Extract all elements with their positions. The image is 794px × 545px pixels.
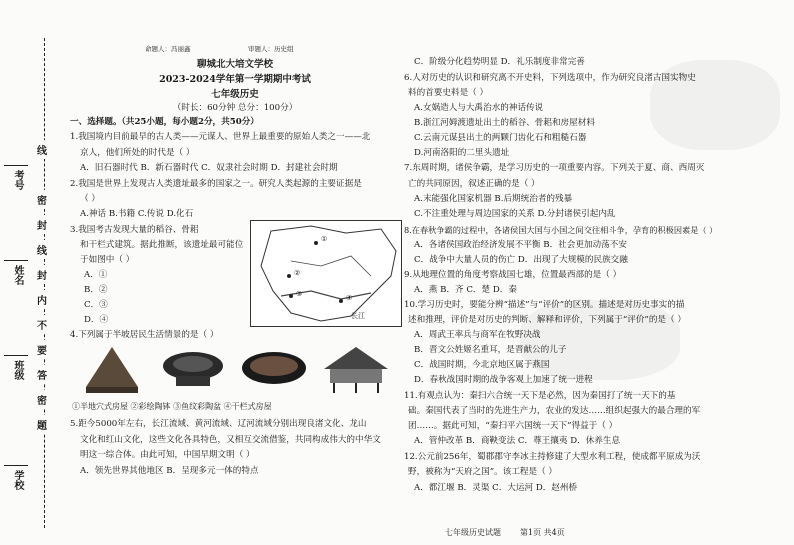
question-line: 6.人对历史的认识和研究离不开史料，下列选项中，作为研究良渚古国实物史: [404, 73, 696, 83]
option-line: C．战国时期，今北京地区属于燕国: [414, 360, 550, 370]
option-line: A．都江堰 B．灵渠 C．大运河 D．赵州桥: [414, 483, 578, 493]
option-line: A.末能强化国家机器 B.后期统治者的残暴: [414, 194, 573, 204]
footer-title: 七年级历史试题: [445, 528, 501, 537]
map-river-label: 长江: [351, 312, 365, 320]
question-line: 5.距今5000年左右，长江流域、黄河流域、辽河流域分别出现良渚文化、龙山: [70, 419, 367, 429]
field-line: [4, 355, 28, 356]
binding-char: 线: [37, 140, 47, 159]
painted-pottery-bowl-image: [160, 348, 226, 392]
label-exam-number: 考号: [12, 170, 23, 190]
map-marker-1: ①: [321, 235, 328, 243]
question-line: 野，被称为“天府之国”。该工程是（ ）: [408, 467, 558, 477]
question-line: 11.有观点认为：秦扫六合统一天下是必然，因为秦国打了统一天下的基: [404, 391, 676, 401]
question-line: 础。秦国代表了当时的先进生产力，农业的发达……组织起强大的最合理的军: [408, 406, 701, 416]
binding-char: 封: [37, 265, 47, 284]
option-line: A．①: [84, 270, 108, 280]
china-map-figure: [250, 220, 402, 327]
question-line: 述和推理，评价是对历史的判断、解释和评价，下列属于“评价”的是（ ）: [408, 315, 686, 325]
question-line: 10.学习历史时，要能分辨“描述”与“评价”的区别。描述是对历史事实的描: [404, 300, 685, 310]
option-line: A．各诸侯国政治经济发展不平衡 B．社会更加动荡不安: [414, 240, 627, 250]
question-line: 亡的共同原因，叙述正确的是（ ）: [408, 179, 540, 189]
label-school: 学校: [12, 470, 23, 490]
option-line: B．晋文公姓姬名重耳，是晋献公的儿子: [414, 345, 567, 355]
stilt-house-image: [320, 345, 392, 395]
question-line: 2.我国是世界上发现古人类遗址最多的国家之一。研究人类起源的主要证据是: [70, 179, 362, 189]
question-line: 京人，他们所处的时代是（ ）: [80, 148, 195, 158]
option-line: C．阶级分化趋势明显 D．礼乐制度非常完善: [414, 57, 585, 67]
question-line: 文化和红山文化，这些文化各具特色，又相互交流借鉴，共同构成伟大的中华文: [80, 435, 381, 445]
note-char: 封: [37, 215, 47, 234]
option-line: A.女娲造人与大禹治水的神话传说: [414, 103, 544, 113]
field-line: [4, 165, 28, 166]
question-line: 团……。据此可知，“秦扫平六国统一天下”得益于（ ）: [408, 421, 618, 431]
question-line: 12.公元前256年，蜀郡郡守李冰主持修建了大型水利工程，使成都平原成为沃: [404, 452, 701, 462]
question-line: 和干栏式建筑。据此推断，该遗址最可能位: [80, 240, 244, 250]
field-line: [4, 260, 28, 261]
note-char: 题: [37, 415, 47, 434]
option-line: C．战争中大量人员的伤亡 D．出现了大规模的民族交融: [414, 255, 628, 265]
question-line: 于如图中（ ）: [80, 255, 135, 265]
image-captions: ①半地穴式房屋 ②彩绘陶钵 ③鱼纹彩陶盆 ④干栏式房屋: [72, 402, 272, 411]
question-line: 3.我国考古发现大量的稻谷、骨耜: [70, 225, 199, 235]
question-line: 明这一综合体。由此可知，中国早期文明（ ）: [80, 450, 255, 460]
option-line: C.云南元谋县出土的两颗门齿化石和粗糙石器: [414, 133, 587, 143]
section-title: 一、选择题。（共25小题，每小题2分，共50分）: [70, 117, 259, 127]
label-class: 班级: [12, 360, 23, 380]
option-line: B．②: [84, 285, 108, 295]
semi-subterranean-house-image: [82, 343, 142, 395]
binding-strip: [0, 0, 62, 545]
note-char: 内: [37, 290, 47, 309]
question-line: 料的首要史料是（ ）: [408, 88, 489, 98]
option-line: A．管仲改革 B．商鞅变法 C．尊王攘夷 D．休养生息: [414, 436, 621, 446]
question-line: 8.在春秋争霸的过程中，各诸侯国大国与小国之间交往相斗争，孕育的积极因素是（ ）: [404, 225, 718, 235]
question-line: 1.我国境内目前最早的古人类——元谋人、世界上最重要的原始人类之一——北: [70, 132, 371, 142]
option-line: D.河南洛阳的二里头遗址: [414, 148, 510, 158]
label-name: 姓名: [12, 265, 23, 285]
field-line: [4, 465, 28, 466]
option-line: A．周武王率兵与商军在牧野决战: [414, 330, 541, 340]
question-line: 7.东周时期，诸侯争霸，是学习历史的一项重要内容。下列关于夏、商、西周灭: [404, 163, 705, 173]
option-line: A．领先世界其他地区 B．呈现多元一体的特点: [80, 466, 259, 476]
exam-term: 2023-2024学年第一学期期中考试: [159, 74, 311, 85]
school-name: 聊城北大培文学校: [196, 59, 273, 70]
reviewer-line: 审题人：历史组: [248, 45, 294, 53]
footer-page: 第1页 共4页: [520, 528, 565, 537]
setter-line: 命题人：冯丽鑫: [145, 45, 191, 53]
option-line: C.不注重处理与周边国家的关系 D.分封诸侯引起内乱: [414, 209, 616, 219]
note-char: 线: [37, 240, 47, 259]
option-line: D．④: [84, 315, 109, 325]
option-line: D．春秋战国时期的战争客观上加速了统一进程: [414, 375, 593, 385]
question-line: 4.下列属于半坡居民生活情景的是（ ）: [70, 330, 219, 340]
option-line: B.浙江河姆渡遗址出土的稻谷、骨耜和房屋材料: [414, 118, 595, 128]
map-marker-4: ④: [346, 294, 353, 302]
note-char: 要: [37, 340, 47, 359]
map-marker-3: ③: [296, 290, 303, 298]
option-line: A．燕 B．齐 C．楚 D．秦: [414, 285, 517, 295]
fish-pattern-basin-image: [240, 348, 308, 392]
question-line: A．旧石器时代 B．新石器时代 C．奴隶社会时期 D．封建社会时期: [80, 163, 338, 173]
option-line: C．③: [84, 300, 108, 310]
note-char: 不: [37, 315, 47, 334]
map-marker-2: ②: [294, 269, 301, 277]
note-char: 答: [37, 365, 47, 384]
note-char: 密: [37, 190, 47, 209]
question-line: 9.从地理位置的角度考察战国七雄，位置最西部的是（ ）: [404, 270, 622, 280]
binding-char: 密: [37, 390, 47, 409]
question-line: A.神话 B.书籍 C.传说 D.化石: [80, 209, 194, 219]
question-line: （ ）: [80, 194, 100, 204]
exam-subject: 七年级历史: [211, 89, 259, 100]
time-score: （时长：60分钟 总分：100分）: [172, 103, 298, 113]
